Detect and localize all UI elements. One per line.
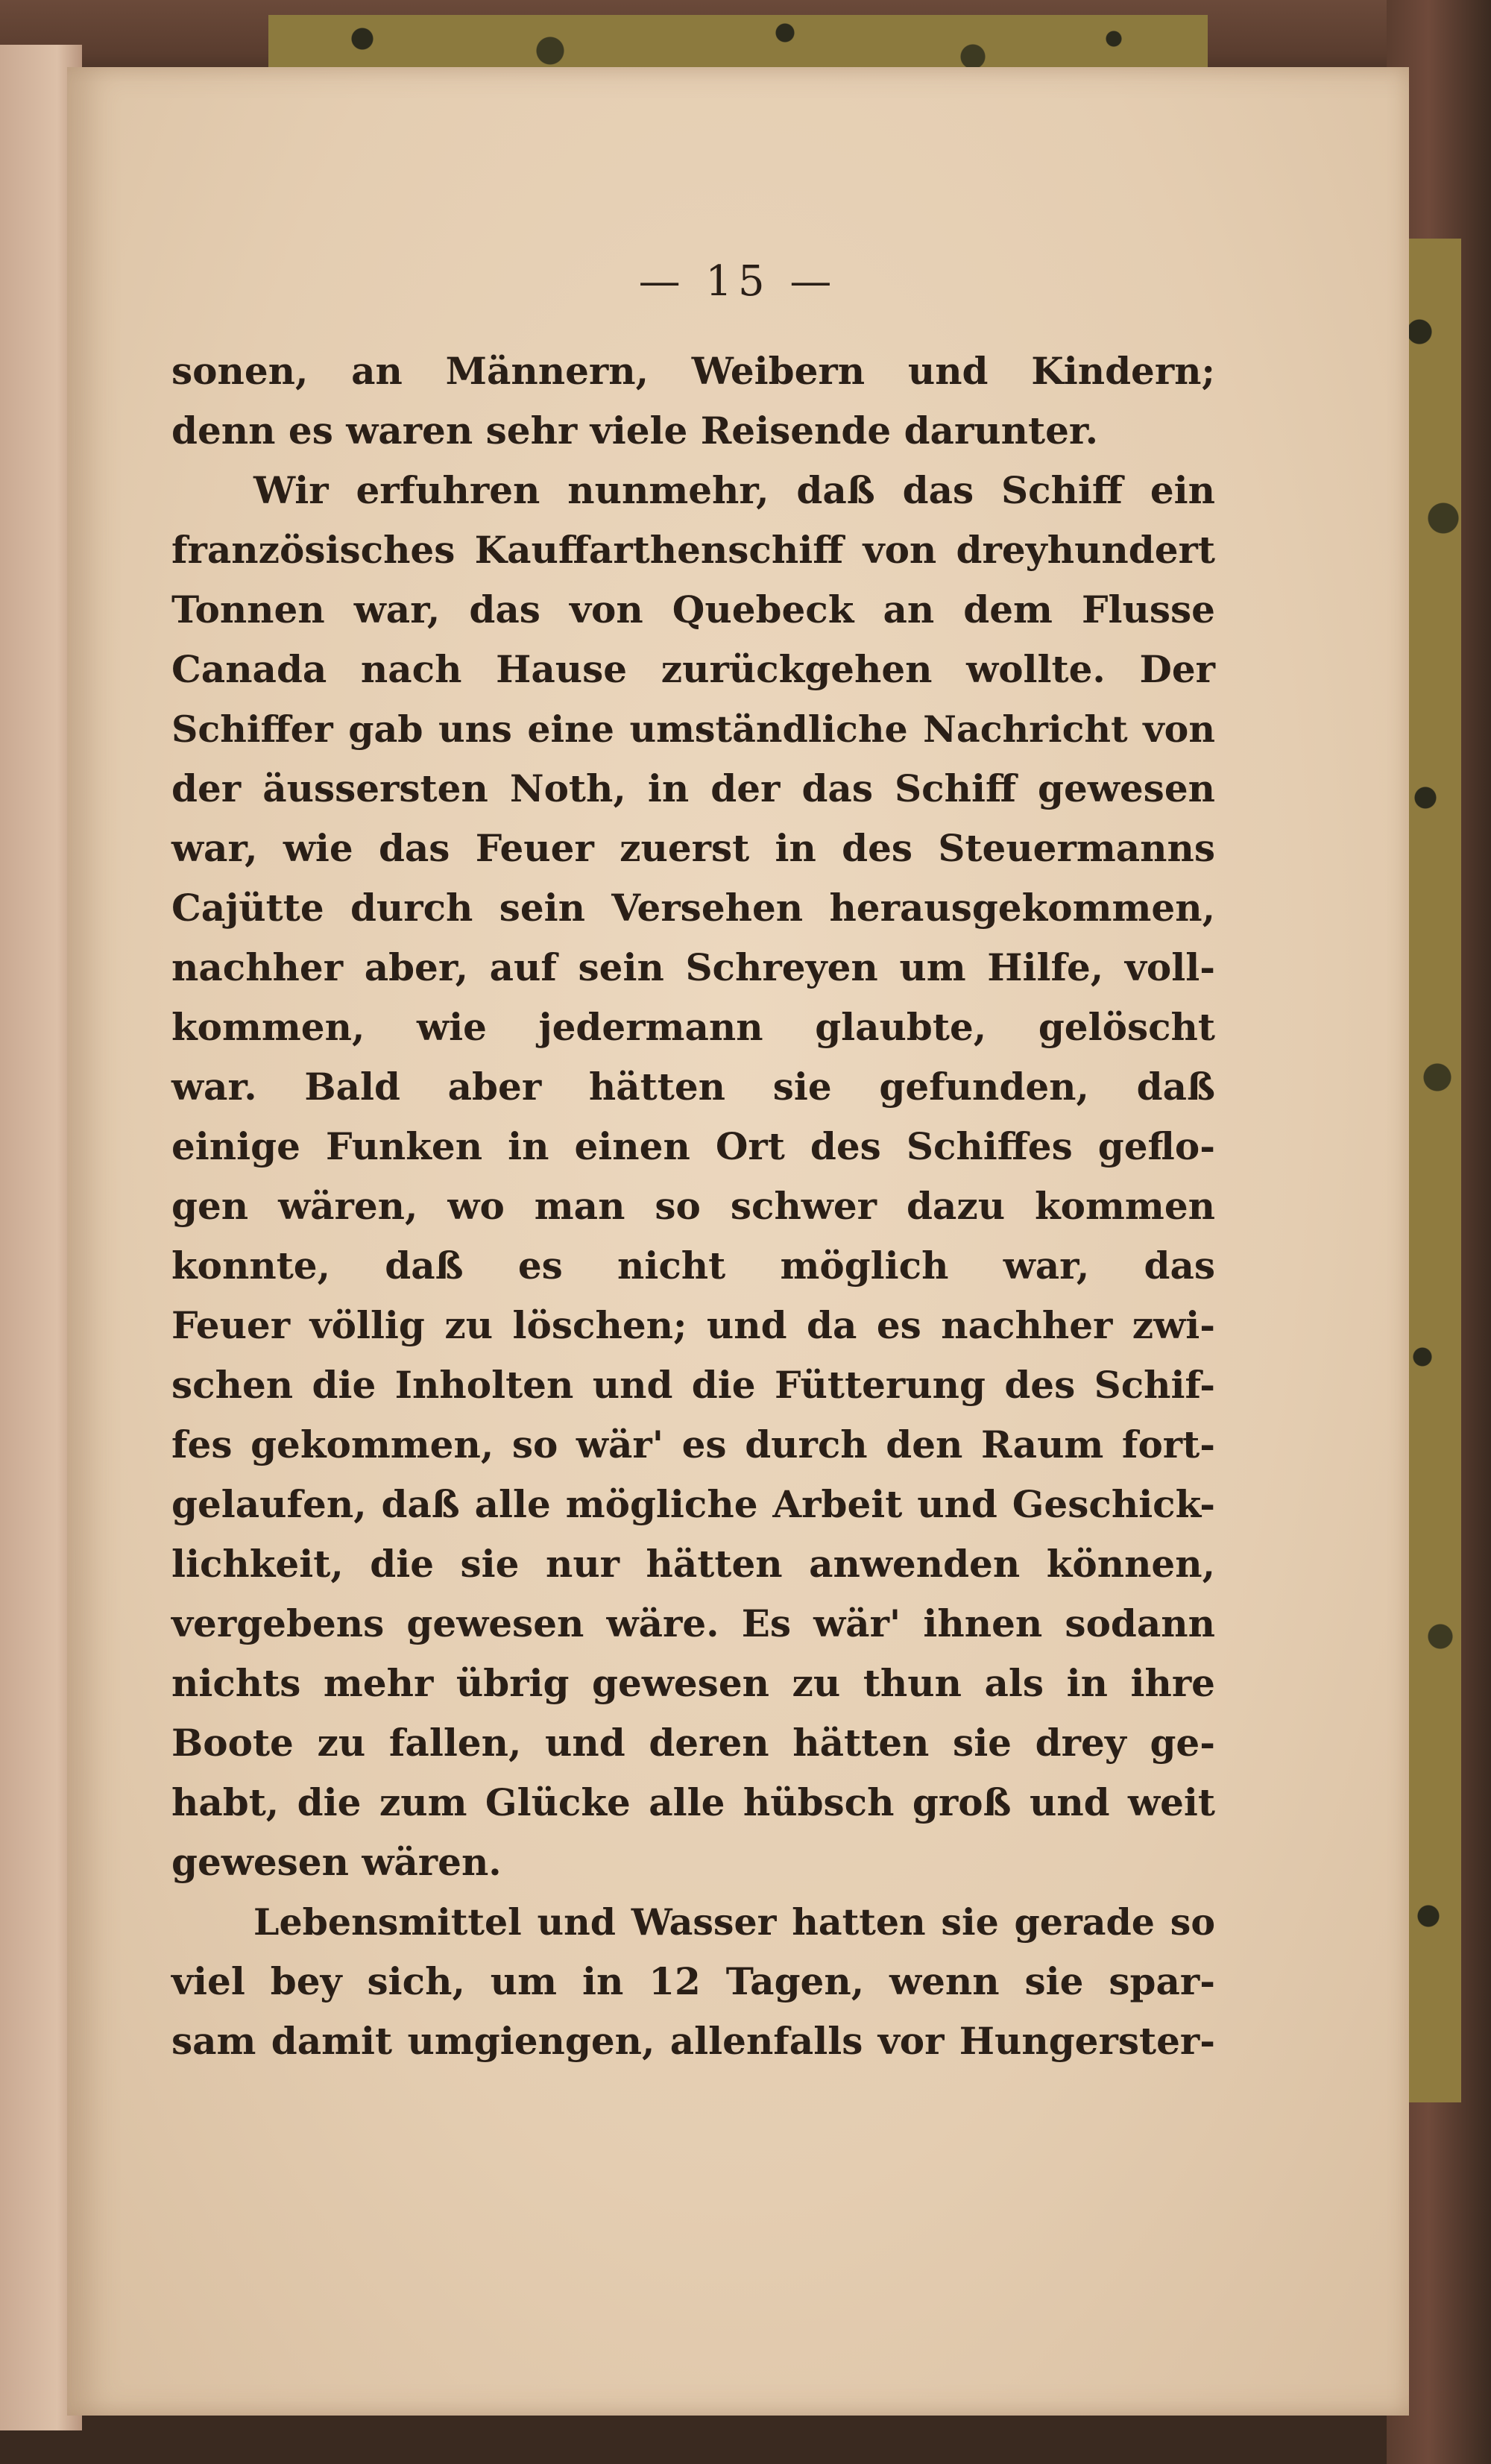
text-line: Wir erfuhren nunmehr, daß das Schiff ein bbox=[253, 468, 1215, 512]
text-line: Canada nach Hause zurückgehen wollte. Der bbox=[171, 647, 1215, 691]
text-line: nichts mehr übrig gewesen zu thun als in ihre bbox=[171, 1661, 1215, 1705]
text-line: fes gekommen, so wär' es durch den Raum fort- bbox=[171, 1422, 1215, 1466]
text-line: war, wie das Feuer zuerst in des Steuermanns bbox=[171, 826, 1215, 870]
text-line: Cajütte durch sein Versehen herausgekommen, bbox=[171, 886, 1215, 930]
page-number: — 15 — bbox=[638, 257, 838, 306]
text-line: schen die Inholten und die Fütterung des Schif- bbox=[171, 1363, 1215, 1407]
text-line: denn es waren sehr viele Reisende darunter. bbox=[171, 409, 1099, 453]
text-line: Feuer völlig zu löschen; und da es nachher zwi- bbox=[171, 1303, 1215, 1347]
marbled-cover-top bbox=[268, 15, 1208, 75]
text-line: konnte, daß es nicht möglich war, das bbox=[171, 1244, 1215, 1288]
marbled-cover-right bbox=[1402, 239, 1461, 2102]
text-line: sam damit umgiengen, allenfalls vor Hungerster- bbox=[171, 2019, 1215, 2063]
text-line: Tonnen war, das von Quebeck an dem Flusse bbox=[171, 587, 1215, 631]
text-line: vergebens gewesen wäre. Es wär' ihnen sodann bbox=[171, 1601, 1215, 1645]
text-line: gewesen wären. bbox=[171, 1840, 502, 1884]
text-line: gelaufen, daß alle mögliche Arbeit und Geschick- bbox=[171, 1482, 1215, 1526]
book-page bbox=[67, 67, 1409, 2416]
text-line: kommen, wie jedermann glaubte, gelöscht bbox=[171, 1005, 1215, 1049]
text-block bbox=[171, 341, 1215, 2071]
text-line: einige Funken in einen Ort des Schiffes geflo- bbox=[171, 1124, 1215, 1168]
text-line: französisches Kauffarthenschiff von dreyhundert bbox=[171, 528, 1215, 572]
text-line: Schiffer gab uns eine umständliche Nachricht von bbox=[171, 708, 1215, 751]
text-line: nachher aber, auf sein Schreyen um Hilfe, voll- bbox=[171, 945, 1215, 989]
text-line: war. Bald aber hätten sie gefunden, daß bbox=[171, 1065, 1215, 1109]
text-line: Boote zu fallen, und deren hätten sie drey ge- bbox=[171, 1721, 1215, 1765]
text-line: lichkeit, die sie nur hätten anwenden können, bbox=[171, 1542, 1215, 1586]
text-line: der äussersten Noth, in der das Schiff gewesen bbox=[171, 766, 1215, 810]
text-line: sonen, an Männern, Weibern und Kindern; bbox=[171, 349, 1215, 393]
text-line: Lebensmittel und Wasser hatten sie gerade so bbox=[253, 1900, 1215, 1944]
text-line: viel bey sich, um in 12 Tagen, wenn sie spar- bbox=[171, 1959, 1215, 2003]
text-line: gen wären, wo man so schwer dazu kommen bbox=[171, 1184, 1215, 1228]
text-line: habt, die zum Glücke alle hübsch groß und weit bbox=[171, 1780, 1215, 1824]
